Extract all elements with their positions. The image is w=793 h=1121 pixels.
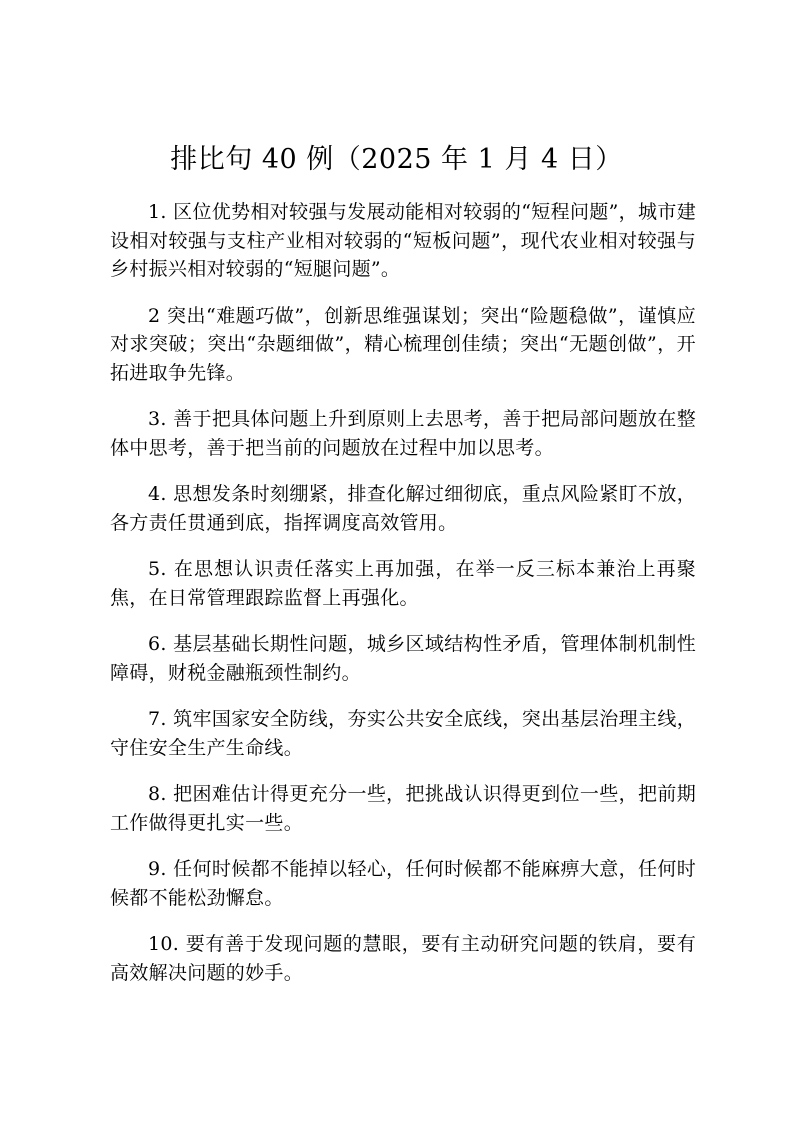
- paragraph-5: 5. 在思想认识责任落实上再加强，在举一反三标本兼治上再聚焦，在日常管理跟踪监督上再强化。: [110, 558, 696, 609]
- paragraph-9: 9. 任何时候都不能掉以轻心，任何时候都不能麻痹大意，任何时候都不能松劲懈怠。: [110, 858, 696, 909]
- document-title: 排比句 40 例（2025 年 1 月 4 日）: [170, 144, 623, 175]
- paragraph-3: 3. 善于把具体问题上升到原则上去思考，善于把局部问题放在整体中思考，善于把当前的问题放在过程中加以思考。: [110, 408, 696, 459]
- paragraph-1: 1. 区位优势相对较强与发展动能相对较弱的“短程问题”，城市建设相对较强与支柱产业相对较弱的“短板问题”，现代农业相对较强与乡村振兴相对较弱的“短腿问题”。: [110, 201, 696, 280]
- paragraph-8: 8. 把困难估计得更充分一些，把挑战认识得更到位一些，把前期工作做得更扎实一些。: [110, 783, 696, 834]
- paragraph-7: 7. 筑牢国家安全防线，夯实公共安全底线，突出基层治理主线，守住安全生产生命线。: [110, 708, 696, 759]
- paragraph-10: 10. 要有善于发现问题的慧眼，要有主动研究问题的铁肩，要有高效解决问题的妙手。: [110, 933, 696, 984]
- paragraph-2: 2 突出“难题巧做”，创新思维强谋划；突出“险题稳做”，谨慎应对求突破；突出“杂题细做”，精心梳理创佳绩；突出“无题创做”，开拓进取争先锋。: [110, 304, 696, 384]
- paragraph-4: 4. 思想发条时刻绷紧，排查化解过细彻底，重点风险紧盯不放，各方责任贯通到底，指挥调度高效管用。: [110, 483, 696, 534]
- paragraph-6: 6. 基层基础长期性问题，城乡区域结构性矛盾，管理体制机制性障碍，财税金融瓶颈性制约。: [110, 633, 696, 684]
- document-body: [110, 198, 696, 1005]
